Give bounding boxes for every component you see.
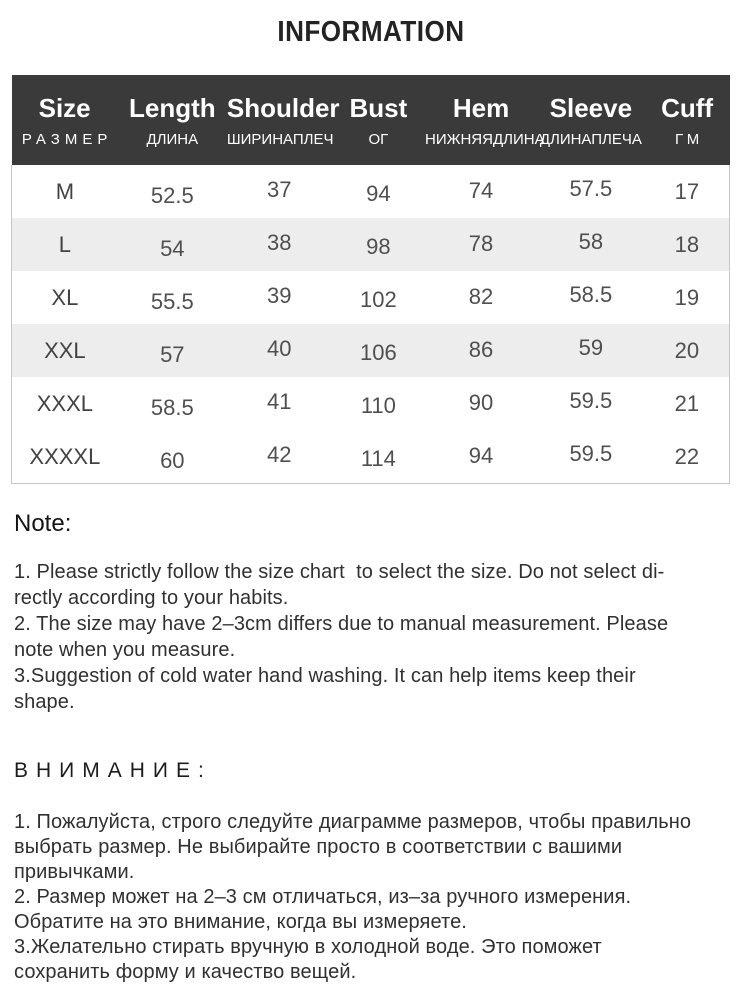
title-bar [0,0,741,54]
column-label-en: Hem [452,92,510,123]
column-header-hem [425,75,545,165]
page-title: INFORMATION [276,16,465,48]
measurement-value: 57.5 [569,175,613,201]
column-label-en: Sleeve [549,92,633,123]
measurement-value: 21 [645,377,730,430]
column-label-ru: РАЗМЕР [21,130,113,148]
column-label-en: Length [128,92,216,123]
column-header-size [12,75,118,165]
note-line-ru: сохранить форму и качество вещей. [14,961,357,983]
measurement-value: 18 [645,218,730,271]
column-header-length [118,75,227,165]
note-line: 3.Suggestion of cold water hand washing. It can help items keep their [14,665,636,687]
measurement-value: 94 [366,180,391,206]
size-label: M [12,165,118,218]
column-label-en: Shoulder [226,92,340,123]
measurement-value: 98 [366,233,391,259]
note-line-ru: привычками. [14,861,135,883]
measurement-value: 102 [359,286,397,312]
note-text-russian [14,810,727,985]
column-label-ru: ШИРИНАПЛЕЧ [226,130,334,148]
column-label-ru: ОГ [368,130,389,148]
size-row-m [12,165,730,218]
measurement-value: 37 [267,176,292,202]
attention-heading: ВНИМАНИЕ: [14,759,212,782]
note-line-ru: 1. Пожалуйста, строго следуйте диаграмме размеров, чтобы правильно [14,811,692,833]
note-line-ru: 3.Желательно стирать вручную в холодной воде. Это поможет [14,936,602,958]
measurement-value: 58.5 [150,394,194,420]
size-chart-table [11,75,730,484]
note-section-russian [14,759,727,985]
measurement-value: 59 [578,334,604,360]
measurement-value: 19 [645,271,730,324]
note-text-english [14,559,727,715]
measurement-value: 39 [267,282,292,308]
measurement-value: 20 [645,324,730,377]
measurement-value: 52.5 [150,182,194,208]
measurement-value: 114 [332,432,425,486]
measurement-value: 94 [425,429,537,483]
measurement-value: 42 [227,428,332,482]
column-header-shoulder [226,75,340,165]
column-header-sleeve [537,75,645,165]
note-line: note when you measure. [14,639,236,661]
note-line-ru: выбрать размер. Не выбирайте просто в соответствии с вашими [14,836,623,858]
column-label-ru: ГМ [674,130,704,148]
column-header-cuff [645,75,730,165]
measurement-value: 41 [267,388,292,414]
size-label: L [12,218,118,271]
measurement-value: 59.5 [537,427,645,481]
column-label-en: Size [38,92,91,123]
measurement-value: 57 [160,341,185,367]
note-line-ru: 2. Размер может на 2–3 см отличаться, из–за ручного измерения. [14,886,632,908]
note-section-english [14,510,727,715]
measurement-value: 38 [267,229,292,255]
size-row-xxl [12,324,730,377]
note-line: 2. The size may have 2–3cm differs due to manual measurement. Please [14,613,669,635]
column-label-ru: ДЛИНАПЛЕЧА [539,130,642,148]
measurement-value: 58.5 [569,281,613,307]
measurement-value: 86 [468,336,494,362]
size-table-header-row [12,75,730,165]
size-row-xl [12,271,730,324]
measurement-value: 90 [468,389,494,415]
note-line: 1. Please strictly follow the size chart to select the size. Do not select di- [14,561,665,583]
measurement-value: 60 [118,434,227,488]
measurement-value: 58 [578,228,604,254]
measurement-value: 82 [468,283,494,309]
measurement-value: 55.5 [150,288,194,314]
size-row-l [12,218,730,271]
note-line: shape. [14,691,75,713]
column-header-bust [332,75,425,165]
note-line: rectly according to your habits. [14,587,289,609]
size-table-header [12,75,730,165]
size-row-xxxl [12,377,730,430]
note-line-ru: Обратите на это внимание, когда вы измеряете. [14,911,467,933]
measurement-value: 17 [645,165,730,218]
measurement-value: 40 [267,335,292,361]
size-label: XXXXL [12,430,118,484]
measurement-value: 22 [645,430,730,484]
measurement-value: 106 [359,339,397,365]
column-label-ru: ДЛИНА [146,130,199,148]
size-label: XL [12,271,118,324]
size-table-body [12,165,730,484]
column-label-en: Bust [349,92,408,123]
column-label-ru: НИЖНЯЯДЛИНА [425,130,545,148]
size-row-xxxxl [12,430,730,484]
size-label: XXL [12,324,118,377]
measurement-value: 110 [360,392,396,418]
measurement-value: 59.5 [569,387,613,413]
column-label-en: Cuff [661,92,714,123]
measurement-value: 74 [468,177,494,203]
measurement-value: 54 [160,235,185,261]
measurement-value: 78 [468,230,494,256]
note-heading: Note: [14,510,72,537]
size-label: XXXL [12,377,118,430]
